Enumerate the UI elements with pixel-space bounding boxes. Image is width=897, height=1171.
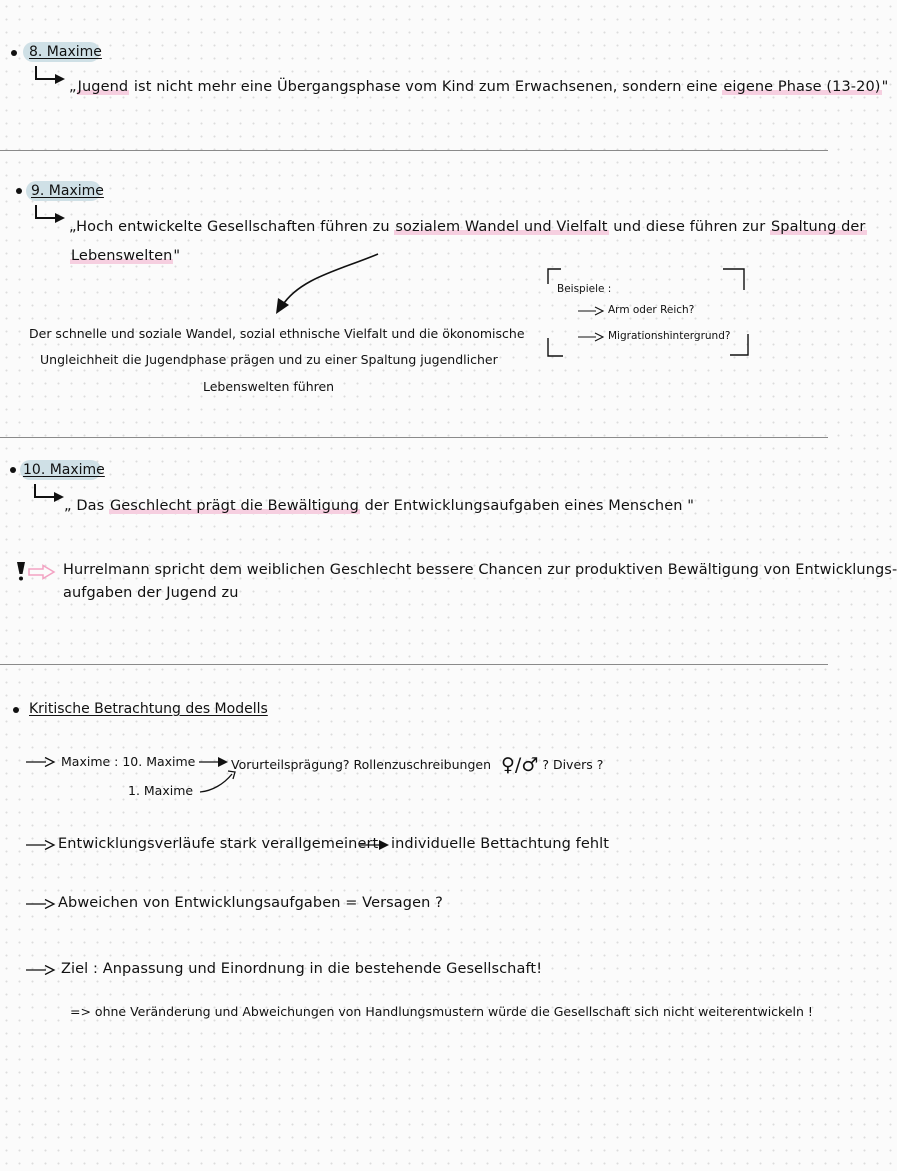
outline-arrow-icon xyxy=(28,565,56,579)
maxime-9-explain-2: Ungleichheit die Jugendphase prägen und zu einer Spaltung jugendlicher xyxy=(40,352,498,367)
curved-arrow-icon xyxy=(270,248,390,318)
filled-arrow-icon xyxy=(199,756,229,768)
line-arrow-icon xyxy=(26,756,56,768)
hurrelmann-note-2: aufgaben der Jugend zu xyxy=(63,585,239,601)
bullet-8 xyxy=(11,50,17,56)
gender-symbols: ♀/♂ xyxy=(501,754,539,776)
bullet-critique xyxy=(13,707,19,713)
maxime-9-explain-1: Der schnelle und soziale Wandel, sozial ethnische Vielfalt und die ökonomische xyxy=(29,326,525,341)
critique-conclusion: => ohne Veränderung und Abweichungen von Handlungsmustern würde die Gesellschaft sich nicht weiterentwickeln ! xyxy=(70,1004,813,1019)
critique-point-1-sub: 1. Maxime xyxy=(128,783,194,798)
critique-point-1-result: Vorurteilsprägung? Rollenzuschreibungen ♀/♂ ? Divers ? xyxy=(231,754,604,776)
maxime-9-explain-3: Lebenswelten führen xyxy=(203,379,335,394)
critique-point-2-right: individuelle Bettachtung fehlt xyxy=(391,836,610,852)
maxime-8-title: 8. Maxime xyxy=(29,44,102,60)
maxime-9-quote: „Hoch entwickelte Gesellschaften führen zu sozialem Wandel und Vielfalt und diese führen zur Spaltung der xyxy=(69,219,866,235)
maxime-9-title: 9. Maxime xyxy=(31,183,104,199)
separator xyxy=(0,150,828,151)
example-2: Migrationshintergrund? xyxy=(608,330,731,342)
critique-title: Kritische Betrachtung des Modells xyxy=(29,701,268,717)
exclamation-icon xyxy=(16,562,26,582)
critique-point-2-left: Entwicklungsverläufe stark verallgemeinert xyxy=(58,836,379,852)
line-arrow-icon xyxy=(26,839,56,851)
filled-arrow-icon xyxy=(360,839,390,851)
separator xyxy=(0,437,828,438)
line-arrow-icon xyxy=(26,964,56,976)
bullet-9 xyxy=(16,188,22,194)
bullet-10 xyxy=(10,467,16,473)
maxime-10-quote: „ Das Geschlecht prägt die Bewältigung der Entwicklungsaufgaben eines Menschen " xyxy=(64,498,694,514)
maxime-8-quote: „Jugend ist nicht mehr eine Übergangsphase vom Kind zum Erwachsenen, sondern eine eigene Phase (13-20)" xyxy=(69,79,889,95)
hurrelmann-note-1: Hurrelmann spricht dem weiblichen Geschlecht bessere Chancen zur produktiven Bewältigung von Entwicklungs- xyxy=(63,562,897,578)
critique-point-4: Ziel : Anpassung und Einordnung in die bestehende Gesellschaft! xyxy=(61,961,543,977)
hook-arrow-icon xyxy=(34,66,68,88)
examples-label: Beispiele : xyxy=(557,283,612,295)
hook-arrow-icon xyxy=(33,484,67,506)
example-1: Arm oder Reich? xyxy=(608,304,695,316)
separator xyxy=(0,664,828,665)
maxime-10-title: 10. Maxime xyxy=(23,462,105,478)
small-arrow-icon xyxy=(578,332,606,342)
line-arrow-icon xyxy=(26,898,56,910)
maxime-9-quote-cont: Lebenswelten" xyxy=(71,248,181,264)
critique-point-1-label: Maxime : 10. Maxime xyxy=(61,754,196,769)
curved-arrow-icon xyxy=(198,770,238,796)
critique-point-3: Abweichen von Entwicklungsaufgaben = Versagen ? xyxy=(58,895,443,911)
hook-arrow-icon xyxy=(34,205,68,227)
small-arrow-icon xyxy=(578,306,606,316)
